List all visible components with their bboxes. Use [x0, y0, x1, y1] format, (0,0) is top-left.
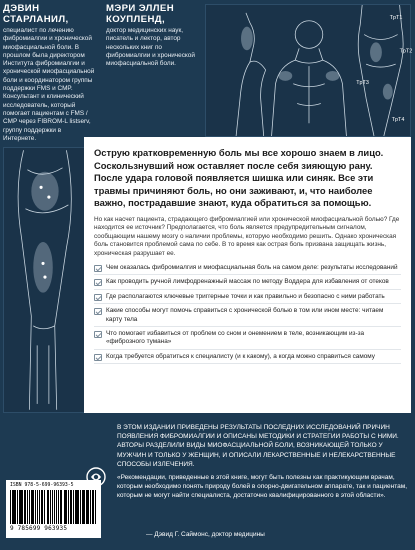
- barcode-bar: [13, 490, 14, 524]
- check-icon: [94, 308, 102, 315]
- list-item: [94, 307, 401, 327]
- list-item-text: Как проводить ручной лимфодренажный массаж по методу Воддера для избавления от отеков: [106, 278, 389, 286]
- list-item: [94, 278, 401, 289]
- list-item: [94, 264, 401, 275]
- barcode-bar: [68, 490, 69, 524]
- barcode-bar: [15, 490, 16, 524]
- check-icon: [94, 354, 102, 361]
- barcode-bar: [27, 490, 28, 524]
- list-item: [94, 330, 401, 350]
- leg-anatomy-illustration: [3, 147, 85, 413]
- barcode-bar: [73, 490, 74, 524]
- list-item-text: Когда требуется обратиться к специалисту (и к какому), а когда можно справиться самому: [106, 352, 375, 360]
- author-2-block: [106, 4, 200, 68]
- barcode-bar: [44, 490, 45, 524]
- barcode-bar: [61, 490, 62, 524]
- author-1-block: [3, 4, 95, 143]
- barcode-bar: [86, 490, 87, 524]
- barcode-number: 9 785699 963935: [10, 525, 68, 532]
- review-author: — Дэвид Г. Саймонс, доктор медицины: [146, 531, 265, 538]
- barcode-bar: [52, 490, 54, 524]
- check-icon: [94, 279, 102, 286]
- barcode-bar: [10, 490, 11, 524]
- barcode-bar: [82, 490, 84, 524]
- torso-drawing: [206, 5, 413, 136]
- barcode-bar: [39, 490, 40, 524]
- author-2-name: МЭРИ ЭЛЛЕН КОУПЛЕНД,: [106, 3, 175, 25]
- lead-paragraph: Острую кратковременную боль мы все хорошо знаем в лицо. Соскользнувший нож оставляет после себя зияющую рану. После удара головой появляется шишка или синяк. Все эти травмы причиняют боль, но они заживают, и, что наиболее важно, пострадавшие знают, куда обратиться за помощью.: [94, 147, 384, 209]
- tpt3-label: TpT3: [356, 79, 369, 86]
- barcode-bar: [90, 490, 91, 524]
- intro-paragraph: Но как насчет пациента, страдающего фибромиалгией или хронической миофасциальной болью? Где находится ее источник? Предполагается, что боль является предупредительным сигналом, сообщающим нашему мозгу о наличии проблемы, которую необходимо решить. Однако хроническая боль становится проблемой сама по себе. В то время как острая боль призвана защищать жизнь, хроническая разрушает ее.: [94, 215, 400, 257]
- author-1-name: ДЭВИН СТАРЛАНИЛ,: [3, 3, 69, 25]
- check-icon: [94, 331, 102, 338]
- list-item-text: Что помогает избавиться от проблем со сном и онемением в теле, возникающим из-за «фиброзного тумана»: [106, 330, 365, 346]
- barcode-bar: [21, 490, 22, 524]
- tpt4-label: TpT4: [391, 117, 405, 124]
- tpt2-label: TpT2: [399, 48, 413, 55]
- barcode-bar: [95, 490, 96, 524]
- barcode-bars: [10, 490, 97, 524]
- isbn-text: ISBN 978-5-699-96393-5: [10, 483, 74, 488]
- author-2-bio: доктор медицинских наук, писатель и лектор, автор нескольких книг по фибромиалгии и хронической миофасциальной боли.: [106, 27, 195, 68]
- barcode-bar: [50, 490, 51, 524]
- description-box: [84, 137, 411, 413]
- barcode-bar: [71, 490, 72, 524]
- review-quote: «Рекомендации, приведенные в этой книге, могут быть полезны как практикующим врачам, которым необходимо понять природу болей в опорно-двигательном аппарате, так и пациентам, которым не могут найти специалиста, достаточно квалифицированного в этой области».: [117, 474, 408, 500]
- barcode-bar: [76, 490, 77, 524]
- list-item-text: Чем оказалась фибромиалгия и миофасциальная боль на самом деле: результаты исследований: [106, 264, 398, 271]
- list-item-text: Какие способы могут помочь справиться с хронической болью в том или ином месте: читаем карту тела: [106, 307, 384, 323]
- barcode-bar: [93, 490, 94, 524]
- list-item: [94, 353, 401, 364]
- check-icon: [94, 265, 102, 272]
- barcode-bar: [32, 490, 34, 524]
- feature-list: [94, 264, 401, 364]
- leg-drawing: [4, 148, 84, 412]
- barcode-bar: [42, 490, 43, 524]
- barcode-bar: [37, 490, 38, 524]
- tpt1-label: TpT1: [389, 14, 403, 21]
- torso-anatomy-illustration: [205, 4, 411, 137]
- check-icon: [94, 294, 102, 301]
- barcode-bar: [84, 490, 85, 524]
- barcode: [6, 480, 101, 538]
- barcode-bar: [56, 490, 57, 524]
- author-1-bio: специалист по лечению фибромиалгии и хронической миофасциальной боли. В прошлом была директором Института фибромиалгии и хронической миофасциальной боли и координатором группы поддержки FMS и CMP. Консультант и клинический исследователь, который помогает пациентам с FMS / CMP через FIBROM-L listserv, группу поддержки в Интернете.: [3, 27, 95, 142]
- list-item-text: Где располагаются ключевые триггерные точки и как правильно и безопасно с ними работать: [106, 292, 385, 300]
- barcode-bar: [65, 490, 67, 524]
- list-item: [94, 293, 401, 304]
- barcode-bar: [78, 490, 79, 524]
- summary-paragraph: В ЭТОМ ИЗДАНИИ ПРИВЕДЕНЫ РЕЗУЛЬТАТЫ ПОСЛЕДНИХ ИССЛЕДОВАНИЙ ПРИЧИН ПОЯВЛЕНИЯ ФИБРОМИАЛГИИ И ОПИСАНЫ МЕТОДИКИ И СТРАТЕГИИ РАБОТЫ С НИМИ. АВТОРЫ РАЗДЕЛИЛИ ВИДЫ МИОФАСЦИАЛЬНОЙ БОЛИ, ВОЗНИКАЮЩЕЙ ТОЛЬКО У МУЖЧИН И ТОЛЬКО У ЖЕНЩИН, И ОПИСАЛИ ЛЕКАРСТВЕННЫЕ И НЕЛЕКАРСТВЕННЫЕ СПОСОБЫ ИЗЛЕЧЕНИЯ.: [117, 424, 399, 468]
- barcode-bar: [19, 490, 21, 524]
